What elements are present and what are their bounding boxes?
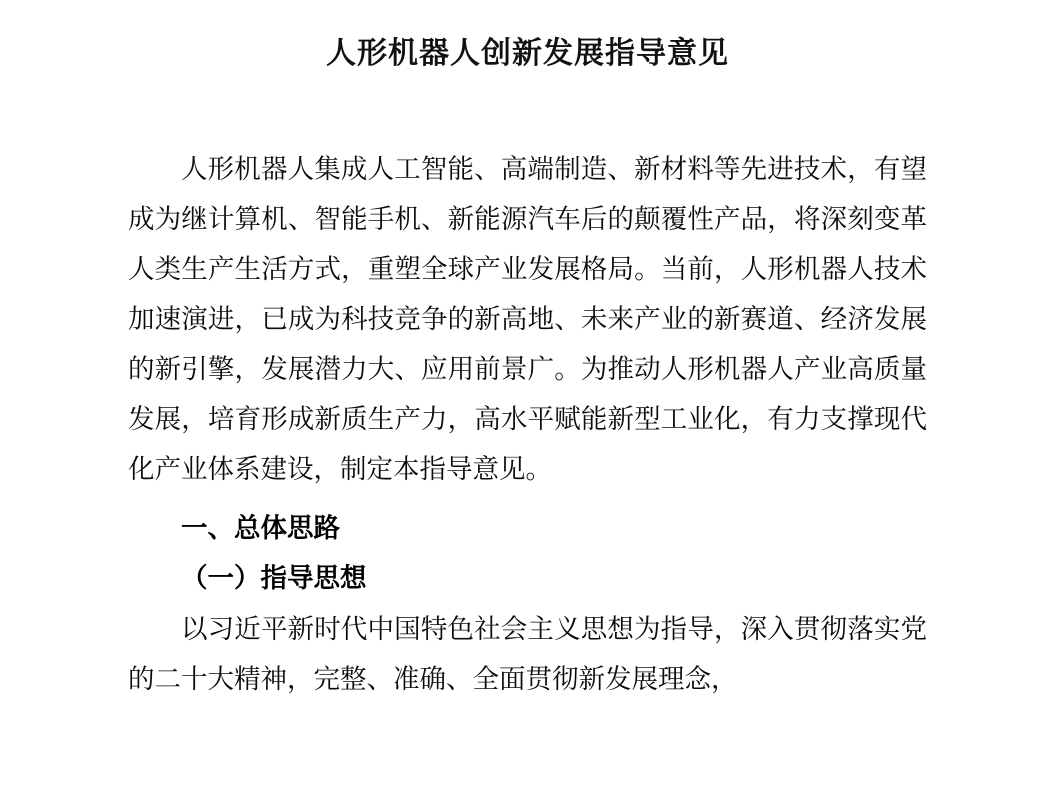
paragraph-guiding-ideology: 以习近平新时代中国特色社会主义思想为指导，深入贯彻落实党的二十大精神，完整、准确、全面贯彻新发展理念， bbox=[128, 614, 927, 694]
document-body bbox=[0, 144, 1055, 704]
page-title: 人形机器人创新发展指导意见 bbox=[326, 36, 729, 71]
section-heading-overall-approach: 一、总体思路 bbox=[181, 513, 340, 544]
paragraph-intro: 人形机器人集成人工智能、高端制造、新材料等先进技术，有望成为继计算机、智能手机、新能源汽车后的颠覆性产品，将深刻变革人类生产生活方式，重塑全球产业发展格局。当前，人形机器人技术加速演进，已成为科技竞争的新高地、未来产业的新赛道、经济发展的新引擎，发展潜力大、应用前景广。为推动人形机器人产业高质量发展，培育形成新质生产力，高水平赋能新型工业化，有力支撑现代化产业体系建设，制定本指导意见。 bbox=[128, 154, 927, 484]
subsection-heading-guiding-ideology: （一）指导思想 bbox=[181, 563, 367, 594]
